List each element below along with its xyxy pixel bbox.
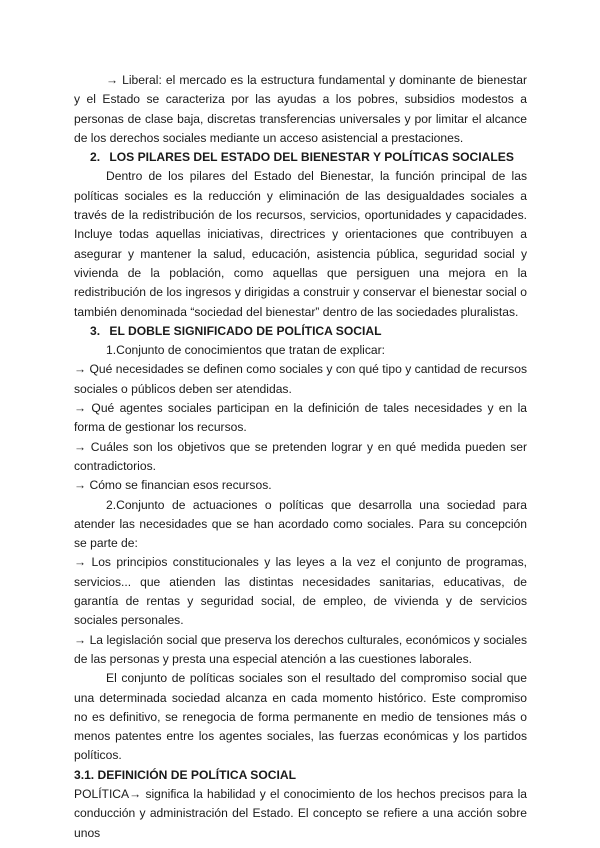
- list-item: → Cuáles son los objetivos que se pretenden lograr y en qué medida pueden ser contradictorios.: [74, 439, 527, 473]
- heading-number: 3.: [90, 323, 101, 338]
- heading-section-3-1: 3.1. DEFINICIÓN DE POLÍTICA SOCIAL: [74, 767, 296, 782]
- document-body: [74, 71, 527, 843]
- paragraph-compromiso: El conjunto de políticas sociales son el resultado del compromiso social que una determinada sociedad alcanza en cada momento histórico. Este compromiso no es definitivo, se renegocia de forma permanente en medio de tensiones más o menos patentes entre los agentes sociales, las fuerzas económicas y los partidos políticos.: [74, 671, 527, 763]
- paragraph-liberal: → Liberal: el mercado es la estructura fundamental y dominante de bienestar y el Estado se caracteriza por las ayudas a los pobres, subsidios modestos a personas de clase baja, discretas transferencias universales y por limitar el alcance de los derechos sociales mediante un acceso asistencial a prestaciones.: [74, 73, 527, 145]
- paragraph-conjunto-1: 1.Conjunto de conocimientos que tratan de explicar:: [106, 343, 386, 358]
- heading-section-2: [74, 148, 527, 167]
- heading-section-3: [74, 322, 527, 341]
- heading-text: LOS PILARES DEL ESTADO DEL BIENESTAR Y POLÍTICAS SOCIALES: [109, 150, 514, 165]
- heading-number: 2.: [90, 150, 101, 165]
- list-item: → Los principios constitucionales y las leyes a la vez el conjunto de programas, servicios... que atienden las distintas necesidades sanitarias, educativas, de garantía de rentas y seguridad social, de empleo, de vivienda y de servicios sociales personales.: [74, 555, 527, 628]
- paragraph-pilares: Dentro de los pilares del Estado del Bienestar, la función principal de las políticas sociales es la reducción y eliminación de las desigualdades sociales a través de la redistribución de los recursos, servicios, oportunidades y capacidades. Incluye todas aquellas iniciativas, directrices y orientaciones que contribuyen a asegurar y mantener la salud, educación, asistencia pública, seguridad social y vivienda de la población, como aquellas que persiguen una mejora en la redistribución de los ingresos y dirigidas a construir y conservar el bienestar social o también denominada “sociedad del bienestar” dentro de las sociedades pluralistas.: [74, 169, 527, 319]
- paragraph-conjunto-2: 2.Conjunto de actuaciones o políticas que desarrolla una sociedad para atender las necesidades que se han acordado como sociales. Para su concepción se parte de:: [74, 497, 527, 551]
- list-item: → La legislación social que preserva los derechos culturales, económicos y sociales de las personas y presta una especial atención a las cuestiones laborales.: [74, 632, 527, 666]
- paragraph-politica: POLÍTICA→ significa la habilidad y el conocimiento de los hechos precisos para la conducción y administración del Estado. El concepto se refiere a una acción sobre unos: [74, 786, 527, 840]
- list-item: → Qué agentes sociales participan en la definición de tales necesidades y en la forma de gestionar los recursos.: [74, 401, 527, 435]
- heading-text: EL DOBLE SIGNIFICADO DE POLÍTICA SOCIAL: [109, 323, 382, 338]
- list-item: → Cómo se financian esos recursos.: [74, 478, 272, 493]
- list-item: → Qué necesidades se definen como sociales y con qué tipo y cantidad de recursos sociales o públicos deben ser atendidas.: [74, 362, 527, 396]
